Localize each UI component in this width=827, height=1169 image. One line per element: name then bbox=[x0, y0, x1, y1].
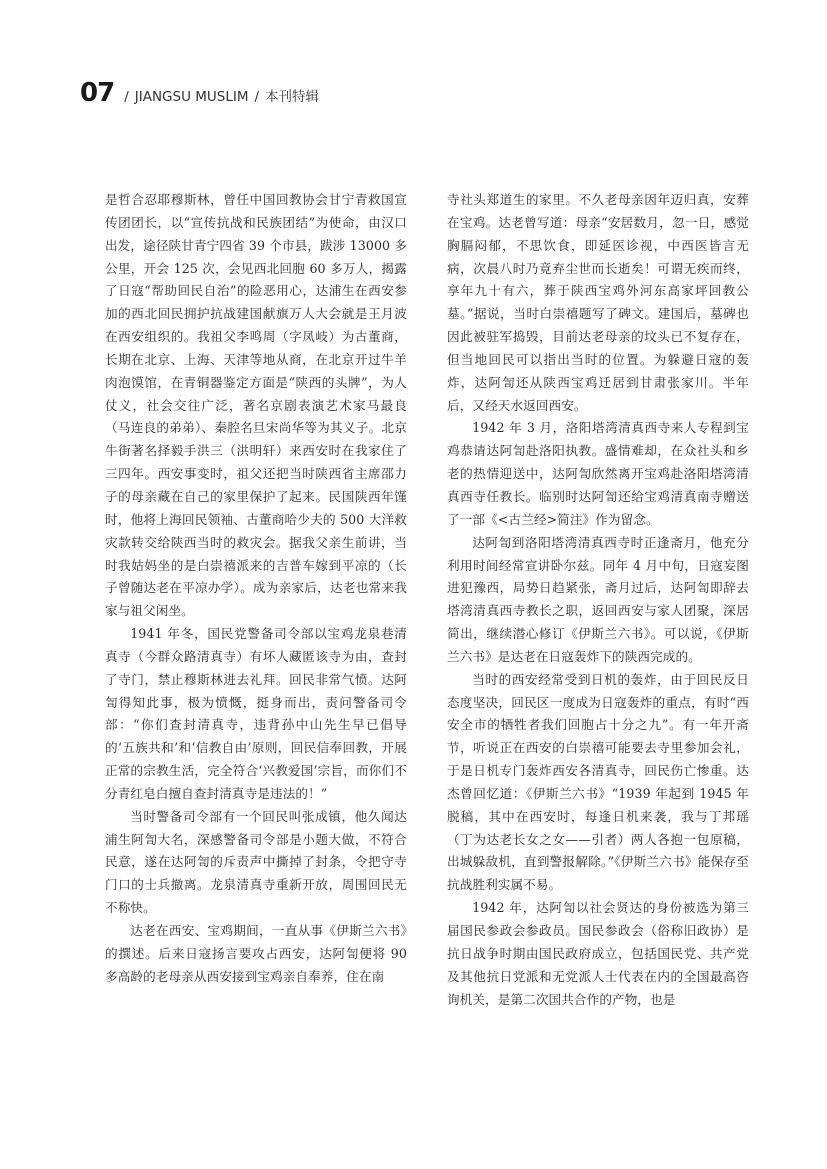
paragraph: 当时的西安经常受到日机的轰炸，由于回民反日态度坚决，回民区一度成为日寇轰炸的重点，有时“西安全市的牺牲者我们回胞占十分之九”。有一年开斋节，听说正在西安的白崇禧可能要去寺里参加会礼，于是日机专门轰炸西安各清真寺，回民伤亡惨重。达杰曾回忆道：《伊斯兰六书》“1939 年起到 1945 年脱稿，其中在西安时，每逢日机来袭，我与丁邦瑶（丁为达老长女之女——引者）两人各抱一包原稿，出城躲敌机，直到警报解除。”《伊斯兰六书》能保存至抗战胜利实属不易。 bbox=[447, 671, 749, 893]
paragraph: 达阿訇到洛阳塔湾清真西寺时正逢斋月，他充分利用时间经常宣讲卧尔兹。同年 4 月中旬，日寇妄图进犯豫西，局势日趋紧张，斋月过后，达阿訇即辞去塔湾清真西寺教长之职，返回西安与家人团聚，深居简出，继续潜心修订《伊斯兰六书》。可以说，《伊斯兰六书》是达老在日寇轰炸下的陕西完成的。 bbox=[447, 534, 749, 664]
paragraph: 是哲合忍耶穆斯林，曾任中国回教协会甘宁青救国宣传团团长，以“宣传抗战和民族团结”为使命，由汉口出发，途径陕甘青宁四省 39 个市县，跋涉 13000 多公里，开会 125 次，会见西北回胞 60 多万人，揭露了日寇“帮助回民自治”的险恶用心，达浦生在西安参加的西北回民拥护抗战建国献旗万人大会就是王月波在西安组织的。我祖父李鸣周（字凤岐）为古董商，长期在北京、上海、天津等地从商，在北京开过牛羊肉泡馍馆，在青铜器鉴定方面是“陕西的头牌”，为人仗义，社会交往广泛，著名京剧表演艺术家马最良（马连良的弟弟）、秦腔名旦宋尚华等为其义子。北京牛街著名择毅手洪三（洪明轩）来西安时在我家住了三四年。西安事变时，祖父还把当时陕西省主席邵力子的母亲藏在自己的家里保护了起来。民国陕西年馑时，他将上海回民领袖、古董商哈少夫的 500 大洋救灾款转交给陕西当时的救灾会。据我父亲生前讲，当时我姑妈坐的是白崇禧派来的吉普车嫁到平凉的（长子曾随达老在平凉办学）。成为亲家后，达老也常来我家与祖父闲坐。 bbox=[105, 192, 407, 619]
paragraph: 达老在西安、宝鸡期间，一直从事《伊斯兰六书》的撰述。后来日寇扬言要攻占西安，达阿訇便将 90 多高龄的老母亲从西安接到宝鸡亲自奉养，住在南 bbox=[105, 923, 407, 984]
paragraph: 1941 年冬，国民党警备司令部以宝鸡龙泉巷清真寺（今群众路清真寺）有坏人藏匿该寺为由，查封了寺门，禁止穆斯林进去礼拜。回民非常气愤。达阿訇得知此事，极为愤慨，挺身而出，责问警备司令部：“你们查封清真寺，违背孙中山先生早已倡导的‘五族共和’和‘信教自由’原则，回民信奉回教，开展正常的宗教生活，完全符合‘兴教爱国’宗旨，而你们不分青红皂白擅自查封清真寺是违法的！” bbox=[105, 626, 407, 801]
header-separator: / bbox=[124, 89, 129, 105]
magazine-name: JIANGSU MUSLIM bbox=[134, 89, 249, 105]
paragraph: 寺社头郑道生的家里。不久老母亲因年迈归真，安葬在宝鸡。达老曾写道：母亲“安居数月，忽一日，感觉胸膈闷郁，不思饮食，即延医诊视，中西医皆言无病，次晨八时乃竟弃尘世而长逝矣！可谓无疾而终，享年九十有六，葬于陕西宝鸡外河东高家坪回教公墓。”据说，当时白崇禧题写了碑文。建国后，墓碑也因此被驻军捣毁，目前达老母亲的坟头已不复存在，但当地回民可以指出当时的位置。为躲避日寇的轰炸，达阿訇还从陕西宝鸡迁居到甘肃张家川。半年后，又经天水返回西安。 bbox=[447, 192, 749, 413]
left-column bbox=[105, 189, 407, 1011]
page-number: 07 bbox=[80, 78, 115, 108]
section-name: 本刊特辑 bbox=[265, 89, 320, 105]
paragraph: 1942 年，达阿訇以社会贤达的身份被选为第三届国民参政会参政员。国民参政会（俗称旧政协）是抗日战争时期由国民政府成立，包括国民党、共产党及其他抗日党派和无党派人士代表在内的全国最高咨询机关，是第二次国共合作的产物，也是 bbox=[447, 900, 749, 1007]
page-header bbox=[80, 78, 319, 108]
header-separator: / bbox=[254, 89, 260, 105]
paragraph: 1942 年 3 月，洛阳塔湾清真西寺来人专程到宝鸡恭请达阿訇赴洛阳执教。盛情难却，在众社头和乡老的热情迎送中，达阿訇欣然离开宝鸡赴洛阳塔湾清真西寺任教长。临别时达阿訇还给宝鸡清真南寺赠送了一部《<古兰经>简注》作为留念。 bbox=[447, 420, 749, 527]
right-column bbox=[447, 189, 749, 1011]
paragraph: 当时警备司令部有一个回民叫张成镇，他久闻达浦生阿訇大名，深感警备司令部是小题大做，不符合民意，遂在达阿訇的斥责声中撕掉了封条，令把守寺门口的士兵撤离。龙泉清真寺重新开放，周围回民无不称快。 bbox=[105, 808, 407, 916]
article-body bbox=[105, 189, 749, 1011]
